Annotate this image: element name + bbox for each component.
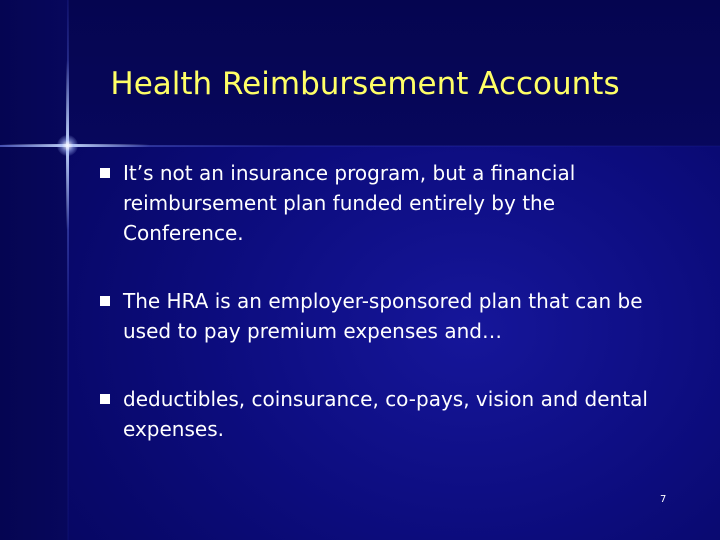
star-sparkle-icon: [57, 135, 78, 156]
square-bullet-icon: [100, 168, 110, 178]
square-bullet-icon: [100, 296, 110, 306]
square-bullet-icon: [100, 394, 110, 404]
page-number: 7: [660, 494, 667, 505]
bullet-item: [100, 158, 660, 248]
bullet-item: [100, 286, 660, 346]
bullet-item: [100, 384, 660, 444]
bullet-text: The HRA is an employer-sponsored plan that can be used to pay premium expenses and…: [123, 289, 643, 343]
left-band-decoration: [0, 0, 68, 540]
bullet-text: deductibles, coinsurance, co-pays, vision and dental expenses.: [123, 387, 648, 441]
bullet-list: [100, 158, 660, 444]
bullet-text: It’s not an insurance program, but a financial reimbursement plan funded entirely by the Conference.: [123, 161, 576, 245]
slide-title: Health Reimbursement Accounts: [110, 66, 620, 102]
